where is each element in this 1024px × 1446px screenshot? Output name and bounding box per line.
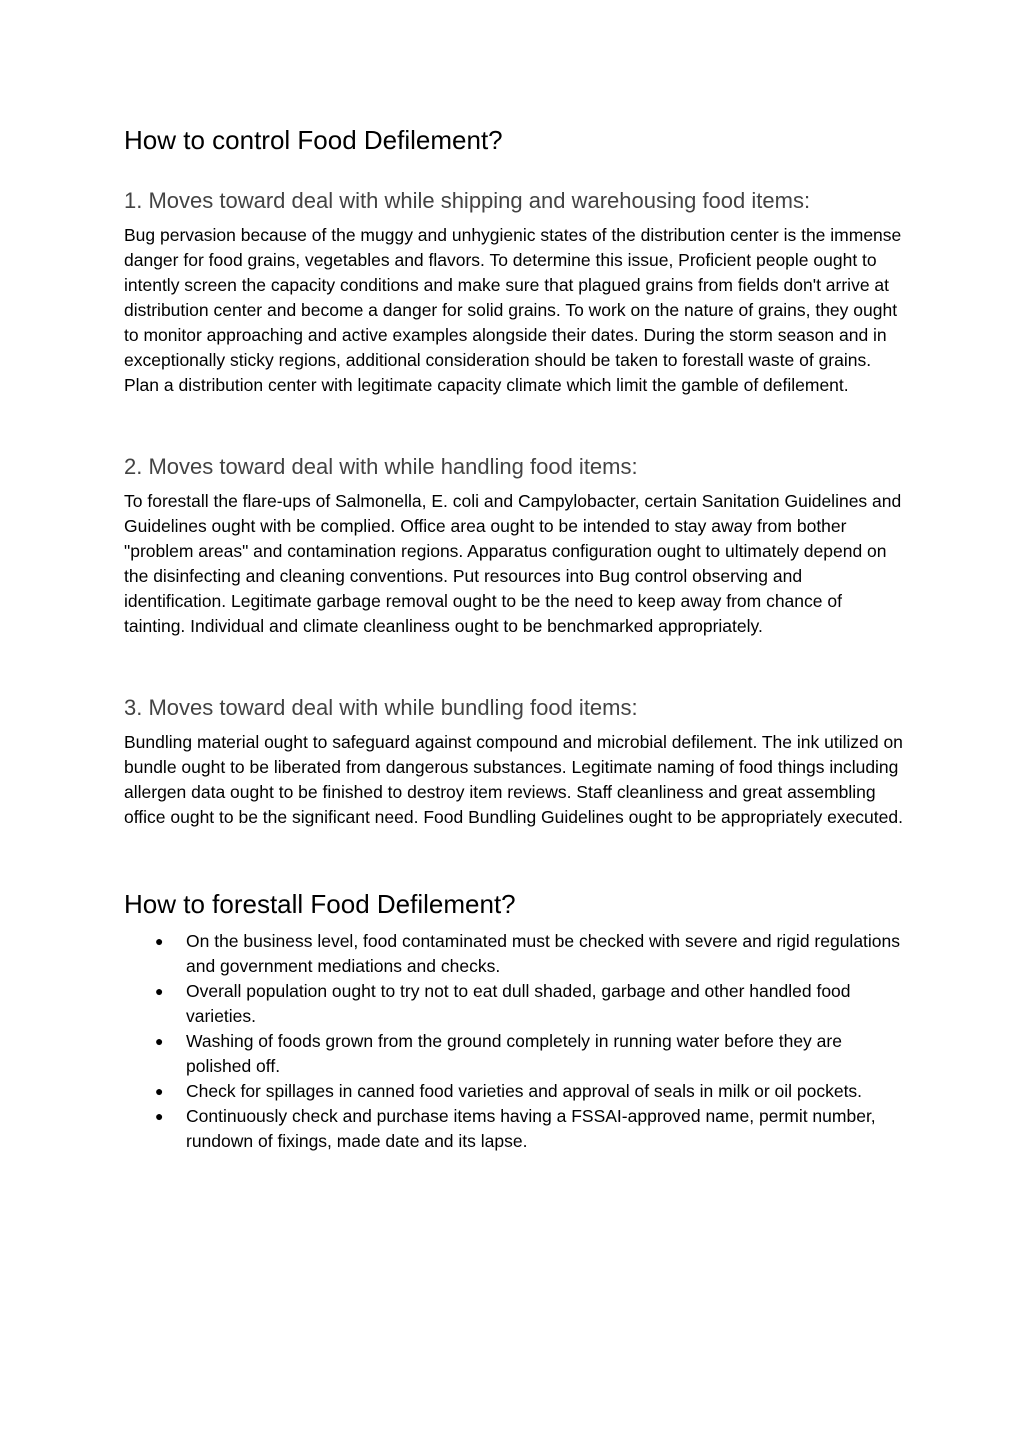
list-item — [124, 1079, 904, 1104]
bullet-icon: ● — [155, 1083, 164, 1099]
section-2-title: 2. Moves toward deal with while handling food items: — [124, 454, 638, 479]
heading-control: How to control Food Defilement? — [124, 125, 503, 155]
list-item-text: Overall population ought to try not to eat dull shaded, garbage and other handled food varieties. — [186, 981, 851, 1026]
list-item — [124, 979, 904, 1029]
document-page — [124, 122, 904, 1154]
bullet-list — [124, 929, 904, 1154]
bullet-icon: ● — [155, 983, 164, 999]
bullet-icon: ● — [155, 933, 164, 949]
bullet-icon: ● — [155, 1033, 164, 1049]
heading-forestall: How to forestall Food Defilement? — [124, 889, 516, 919]
section-3-title: 3. Moves toward deal with while bundling food items: — [124, 695, 638, 720]
list-item — [124, 1029, 904, 1079]
section-2-body: To forestall the flare-ups of Salmonella, E. coli and Campylobacter, certain Sanitation Guidelines and Guidelines ought with be complied. Office area ought to be intended to stay away from bother "problem areas" and contamination regions. Apparatus configuration ought to ultimately depend on the disinfecting and cleaning conventions. Put resources into Bug control observing and identification. Legitimate garbage removal ought to be the need to keep away from chance of tainting. Individual and climate cleanliness ought to be benchmarked appropriately. — [124, 491, 902, 636]
section-1-title: 1. Moves toward deal with while shipping and warehousing food items: — [124, 188, 811, 213]
list-item-text: Washing of foods grown from the ground completely in running water before they are polished off. — [186, 1031, 842, 1076]
list-item-text: On the business level, food contaminated must be checked with severe and rigid regulations and government mediations and checks. — [186, 931, 901, 976]
section-1-body: Bug pervasion because of the muggy and unhygienic states of the distribution center is the immense danger for food grains, vegetables and flavors. To determine this issue, Proficient people ought to intently screen the capacity conditions and make sure that plagued grains from fields don't arrive at distribution center and become a danger for solid grains. To work on the nature of grains, they ought to monitor approaching and active examples alongside their dates. During the storm season and in exceptionally sticky regions, additional consideration should be taken to forestall waste of grains. Plan a distribution center with legitimate capacity climate which limit the gamble of defilement. — [124, 225, 902, 395]
list-item — [124, 1104, 904, 1154]
bullet-icon: ● — [155, 1108, 164, 1124]
list-item-text: Check for spillages in canned food varieties and approval of seals in milk or oil pockets. — [186, 1081, 863, 1101]
list-item — [124, 929, 904, 979]
list-item-text: Continuously check and purchase items having a FSSAI-approved name, permit number, rundown of fixings, made date and its lapse. — [186, 1106, 876, 1151]
section-3-body: Bundling material ought to safeguard against compound and microbial defilement. The ink utilized on bundle ought to be liberated from dangerous substances. Legitimate naming of food things including allergen data ought to be finished to destroy item reviews. Staff cleanliness and great assembling office ought to be the significant need. Food Bundling Guidelines ought to be appropriately executed. — [124, 732, 903, 827]
